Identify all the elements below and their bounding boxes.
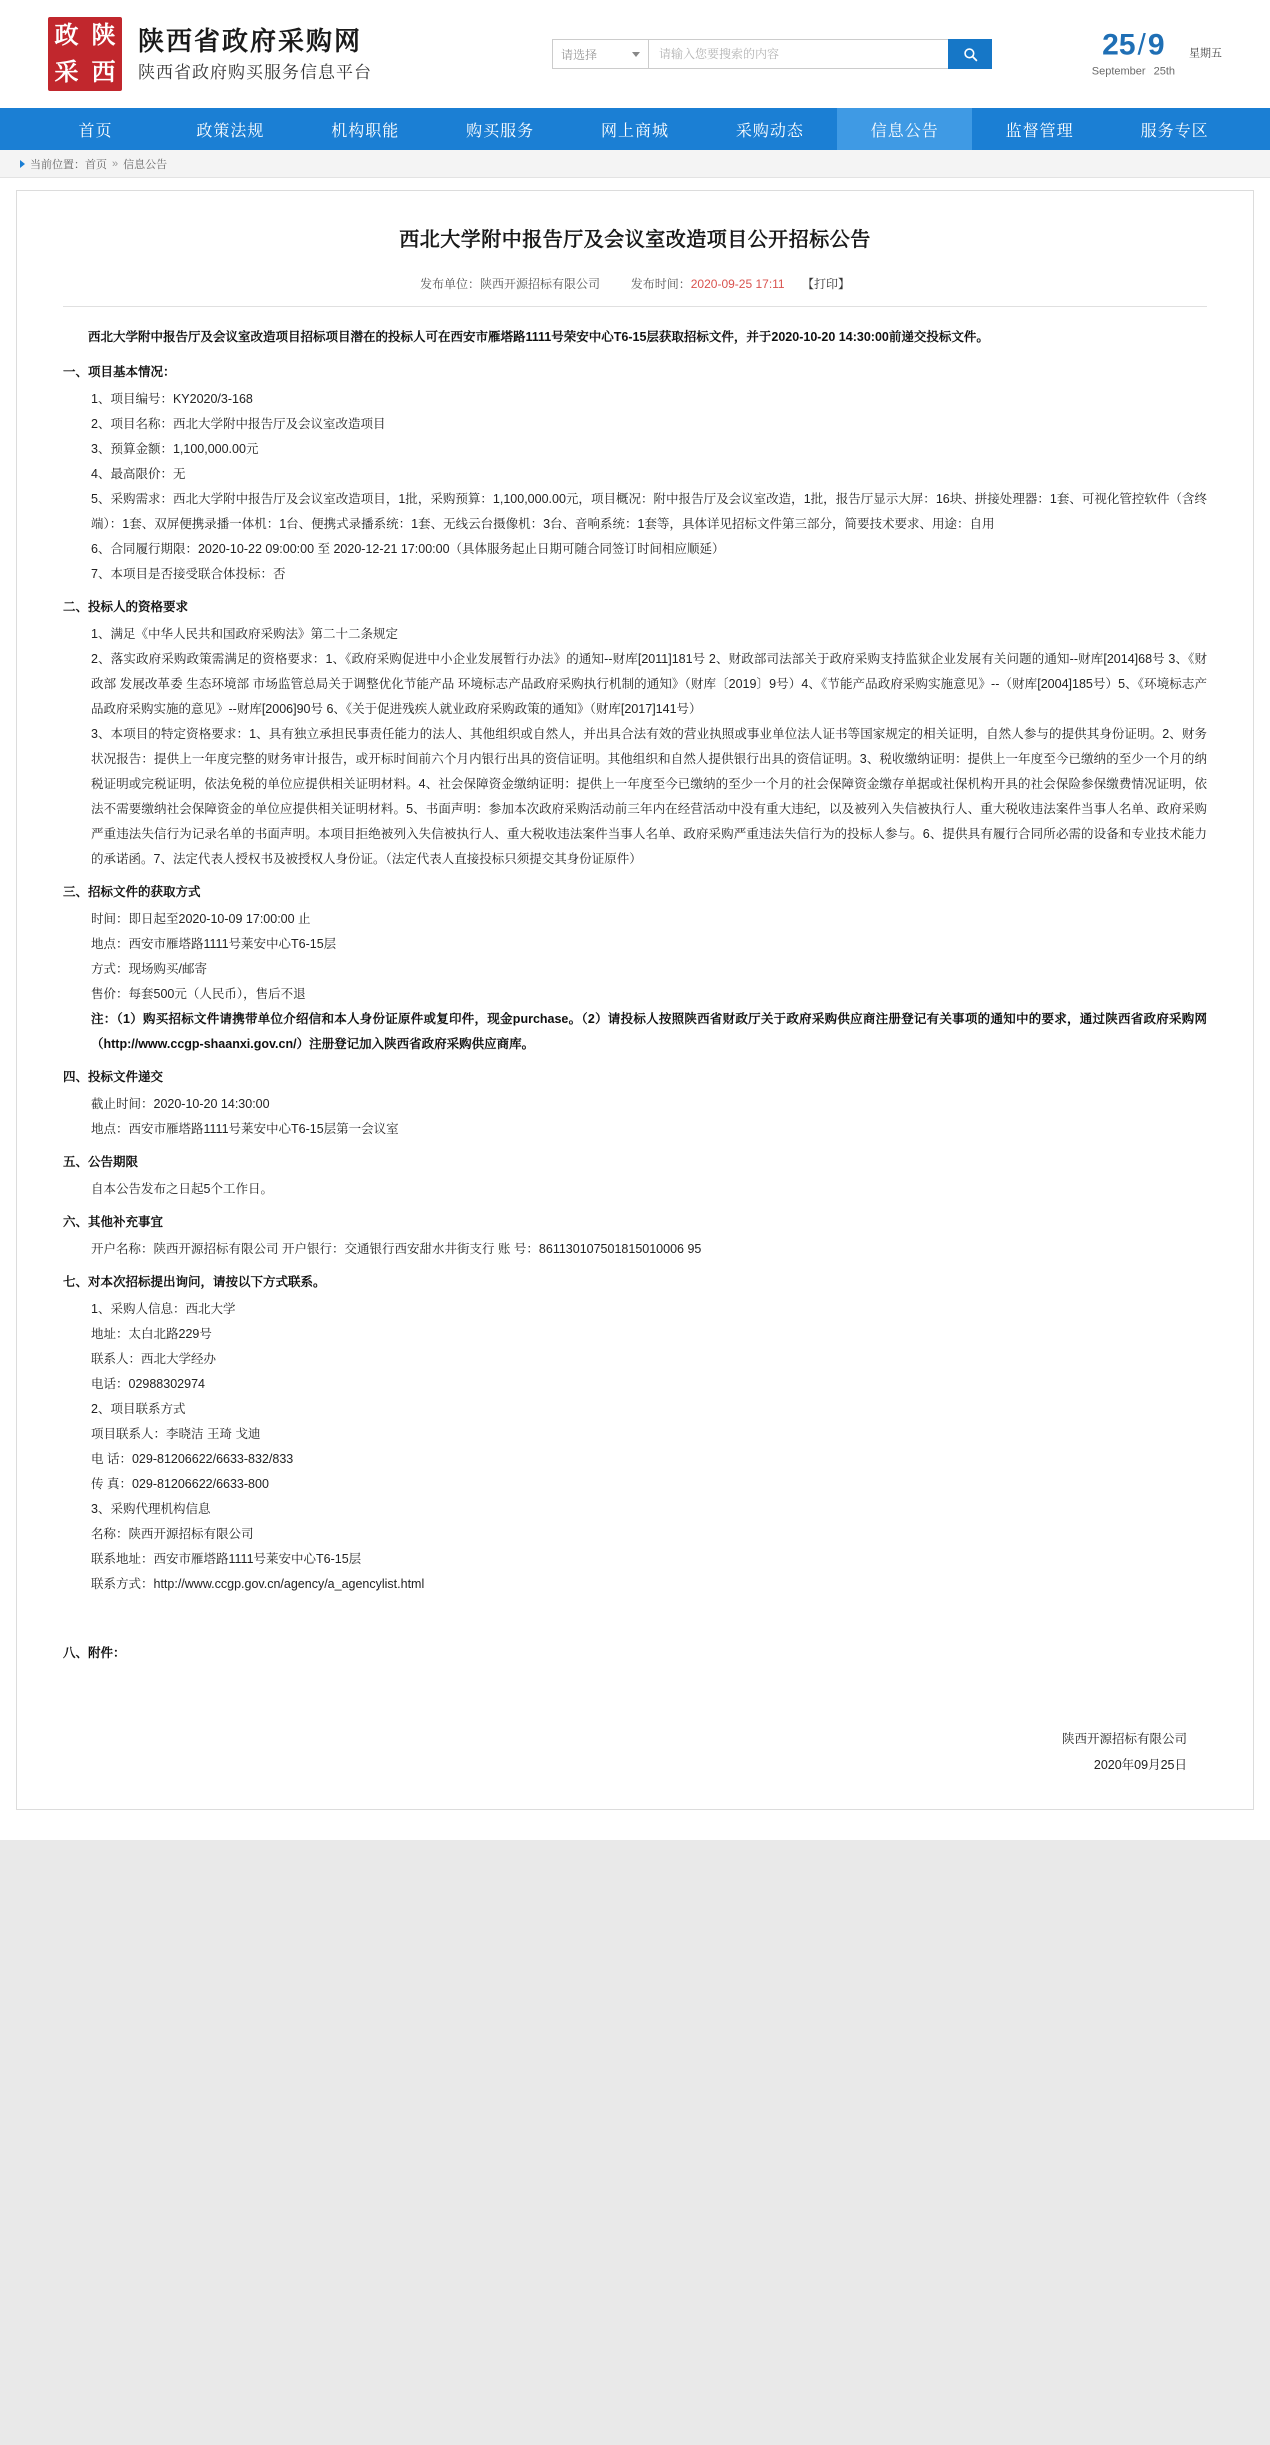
nav-item-service-zone[interactable]: 服务专区 — [1140, 122, 1209, 140]
section-2-item-2: 2、落实政府采购政策需满足的资格要求：1、《政府采购促进中小企业发展暂行办法》的通知--财库[2011]181号 2、财政部司法部关于政府采购支持监狱企业发展有关问题的通知--财库[2014]68号 3、《财政部 发展改革委 生态环境部 市场监管总局关于调整优化节能产品 环境标志产品政府采购执行机制的通知》（财库〔2019〕9号）4、《节能产品政府采购实施意见》--（财库[2004]185号）5、《环境标志产品政府采购实施的意见》--财库[2006]90号 6、《关于促进残疾人就业政府采购政策的通知》（财库[2017]141号） — [91, 652, 1207, 716]
article-signature — [63, 1726, 1207, 1779]
signature-company: 陕西开源招标有限公司 — [1061, 1732, 1187, 1746]
date-subtitle — [1092, 66, 1175, 78]
site-title-block — [138, 24, 372, 85]
nav-item-home[interactable]: 首页 — [78, 122, 113, 140]
section-7-item-6: 项目联系人：李晓洁 王琦 戈迪 — [91, 1427, 261, 1441]
article-card — [16, 190, 1254, 1810]
section-2-item-1: 1、满足《中华人民共和国政府采购法》第二十二条规定 — [91, 627, 398, 641]
date-main — [1091, 28, 1175, 78]
section-4-item-2: 地点：西安市雁塔路1111号莱安中心T6-15层第一会议室 — [91, 1122, 399, 1136]
page-bottom-spacer — [0, 1810, 1270, 1840]
logo-char-2: 陕 — [91, 21, 116, 49]
main-nav — [0, 108, 1270, 150]
nav-item-policy[interactable]: 政策法规 — [196, 122, 265, 140]
search-icon — [963, 47, 978, 62]
breadcrumb-current: 信息公告 — [123, 158, 168, 171]
breadcrumb — [0, 150, 1270, 178]
logo-mark-icon — [48, 17, 122, 91]
site-name: 陕西省政府采购网 — [138, 25, 363, 56]
print-button[interactable]: 【打印】 — [801, 277, 850, 291]
section-3-item-4: 售价：每套500元（人民币），售后不退 — [91, 987, 306, 1001]
section-2-item-3: 3、本项目的特定资格要求：1、具有独立承担民事责任能力的法人、其他组织或自然人，并出具合法有效的营业执照或事业单位法人证书等国家规定的相关证明，自然人参与的提供其身份证明。2、财务状况报告：提供上一年度完整的财务审计报告，或开标时间前六个月内银行出具的资信证明。其他组织和自然人提供银行出具的资信证明。3、税收缴纳证明：提供上一年度至今已缴纳的至少一个月的纳税证明或完税证明，依法免税的单位应提供相关证明材料。4、社会保障资金缴纳证明：提供上一年度至今已缴纳的至少一个月的社会保障资金缴存单据或社保机构开具的社会保险参保缴费情况证明，依法不需要缴纳社会保障资金的单位应提供相关证明材料。5、书面声明：参加本次政府采购活动前三年内在经营活动中没有重大违纪，以及被列入失信被执行人、重大税收违法案件当事人名单、政府采购严重违法失信行为记录名单的书面声明。本项目拒绝被列入失信被执行人、重大税收违法案件当事人名单、政府采购严重违法失信行为的投标人参与。6、提供具有履行合同所必需的设备和专业技术能力的承诺函。7、法定代表人授权书及被授权人身份证。（法定代表人直接投标只须提交其身份证原件） — [91, 727, 1207, 866]
site-subtitle: 陕西省政府购买服务信息平台 — [138, 62, 372, 82]
article-meta — [63, 275, 1207, 307]
section-1-item-6: 6、合同履行期限：2020-10-22 09:00:00 至 2020-12-21 17:00:00（具体服务起止日期可随合同签订时间相应顺延） — [91, 542, 725, 556]
section-3-item-3: 方式：现场购买/邮寄 — [91, 962, 207, 976]
publisher-label: 发布单位： — [420, 277, 481, 291]
logo-char-1: 政 — [54, 21, 79, 49]
search-category-select[interactable] — [552, 39, 648, 69]
section-heading-2: 二、投标人的资格要求 — [63, 600, 189, 614]
nav-item-purchase-service[interactable]: 购买服务 — [466, 122, 535, 140]
date-day-en: 25th — [1153, 65, 1175, 78]
date-month-en: September — [1091, 65, 1146, 78]
section-heading-5: 五、公告期限 — [63, 1155, 139, 1169]
nav-item-procurement-news[interactable]: 采购动态 — [735, 122, 804, 140]
logo-char-4: 西 — [91, 58, 116, 86]
breadcrumb-prefix: 当前位置： — [30, 158, 85, 171]
nav-item-supervision[interactable]: 监督管理 — [1005, 122, 1074, 140]
date-day: 25 — [1102, 28, 1136, 62]
weekday-text: 星期五 — [1189, 47, 1222, 60]
section-1-item-3: 3、预算金额：1,100,000.00元 — [91, 442, 259, 456]
site-header — [0, 0, 1270, 108]
section-7-item-9: 3、采购代理机构信息 — [91, 1502, 211, 1516]
nav-item-functions[interactable]: 机构职能 — [331, 122, 400, 140]
section-1-item-5: 5、采购需求：西北大学附中报告厅及会议室改造项目，1批，采购预算：1,100,000.00元，项目概况：附中报告厅及会议室改造，1批，报告厅显示大屏：16块、拼接处理器：1套、可视化管控软件（含终端）：1套、双屏便携录播一体机：1台、便携式录播系统：1套、无线云台摄像机：3台、音响系统：1套等，具体详见招标文件第三部分，简要技术要求、用途：自用 — [91, 492, 1207, 531]
section-7-item-7: 电 话：029-81206622/6633-832/833 — [91, 1452, 294, 1466]
section-heading-8: 八、附件： — [63, 1646, 126, 1660]
search-category-value: 请选择 — [561, 47, 598, 62]
section-5-item-1: 自本公告发布之日起5个工作日。 — [91, 1182, 273, 1196]
section-7-item-11: 联系地址：西安市雁塔路1111号莱安中心T6-15层 — [91, 1552, 362, 1566]
location-pin-icon — [20, 160, 25, 168]
publish-time-label: 发布时间： — [630, 277, 691, 291]
page-title: 西北大学附中报告厅及会议室改造项目公开招标公告 — [399, 229, 871, 251]
section-7-item-12[interactable]: 联系方式：http://www.ccgp.gov.cn/agency/a_agencylist.html — [91, 1577, 425, 1591]
section-heading-4: 四、投标文件递交 — [63, 1070, 164, 1084]
article-body — [63, 325, 1207, 1779]
breadcrumb-separator: » — [112, 157, 119, 170]
section-7-item-3: 联系人：西北大学经办 — [91, 1352, 217, 1366]
search-input[interactable] — [648, 39, 948, 69]
nav-item-online-mall[interactable]: 网上商城 — [601, 122, 670, 140]
section-1-item-2: 2、项目名称：西北大学附中报告厅及会议室改造项目 — [91, 417, 386, 431]
section-3-item-2: 地点：西安市雁塔路1111号莱安中心T6-15层 — [91, 937, 337, 951]
section-heading-1: 一、项目基本情况： — [63, 365, 176, 379]
search-button[interactable] — [948, 39, 992, 69]
publisher-value: 陕西开源招标有限公司 — [480, 277, 601, 291]
section-1-item-7: 7、本项目是否接受联合体投标：否 — [91, 567, 286, 581]
date-month-num: 9 — [1147, 28, 1165, 62]
section-heading-6: 六、其他补充事宜 — [63, 1215, 164, 1229]
chevron-down-icon — [632, 52, 640, 57]
section-1-item-1: 1、项目编号：KY2020/3-168 — [91, 392, 253, 406]
date-slash: / — [1137, 28, 1146, 62]
section-7-item-5: 2、项目联系方式 — [91, 1402, 186, 1416]
weekday-label — [1189, 46, 1222, 63]
search-area — [552, 39, 992, 69]
nav-item-announcements[interactable]: 信息公告 — [837, 108, 972, 150]
section-6-item-1: 开户名称：陕西开源招标有限公司 开户银行：交通银行西安甜水井街支行 账 号：861130107501815010006 95 — [91, 1242, 702, 1256]
breadcrumb-home-link[interactable]: 首页 — [85, 158, 107, 171]
section-1-item-4: 4、最高限价：无 — [91, 467, 186, 481]
section-4-item-1: 截止时间：2020-10-20 14:30:00 — [91, 1097, 270, 1111]
section-3-note: 注：（1）购买招标文件请携带单位介绍信和本人身份证原件或复印件，现金purchase。（2）请投标人按照陕西省财政厅关于政府采购供应商注册登记有关事项的通知中的要求，通过陕西省政府采购网（http://www.ccgp-shaanxi.gov.cn/）注册登记加入陕西省政府采购供应商库。 — [91, 1012, 1207, 1051]
section-7-item-10: 名称：陕西开源招标有限公司 — [91, 1527, 254, 1541]
publish-time-value: 2020-09-25 17:11 — [690, 277, 785, 291]
section-heading-7: 七、对本次招标提出询问，请按以下方式联系。 — [63, 1275, 326, 1289]
date-numbers — [1092, 28, 1175, 62]
section-3-item-1: 时间：即日起至2020-10-09 17:00:00 止 — [91, 912, 311, 926]
section-7-item-8: 传 真：029-81206622/6633-800 — [91, 1477, 269, 1491]
logo-char-3: 采 — [54, 58, 79, 86]
site-logo[interactable] — [48, 17, 372, 91]
signature-date: 2020年09月25日 — [1093, 1758, 1187, 1773]
section-7-item-2: 地址：太白北路229号 — [91, 1327, 212, 1341]
section-7-item-1: 1、采购人信息：西北大学 — [91, 1302, 236, 1316]
section-heading-3: 三、招标文件的获取方式 — [63, 885, 201, 899]
article-lead: 西北大学附中报告厅及会议室改造项目招标项目潜在的投标人可在西安市雁塔路1111号荣安中心T6-15层获取招标文件，并于2020-10-20 14:30:00前递交投标文件。 — [88, 330, 989, 344]
section-7-item-4: 电话：02988302974 — [91, 1377, 205, 1391]
date-widget — [1091, 28, 1222, 78]
